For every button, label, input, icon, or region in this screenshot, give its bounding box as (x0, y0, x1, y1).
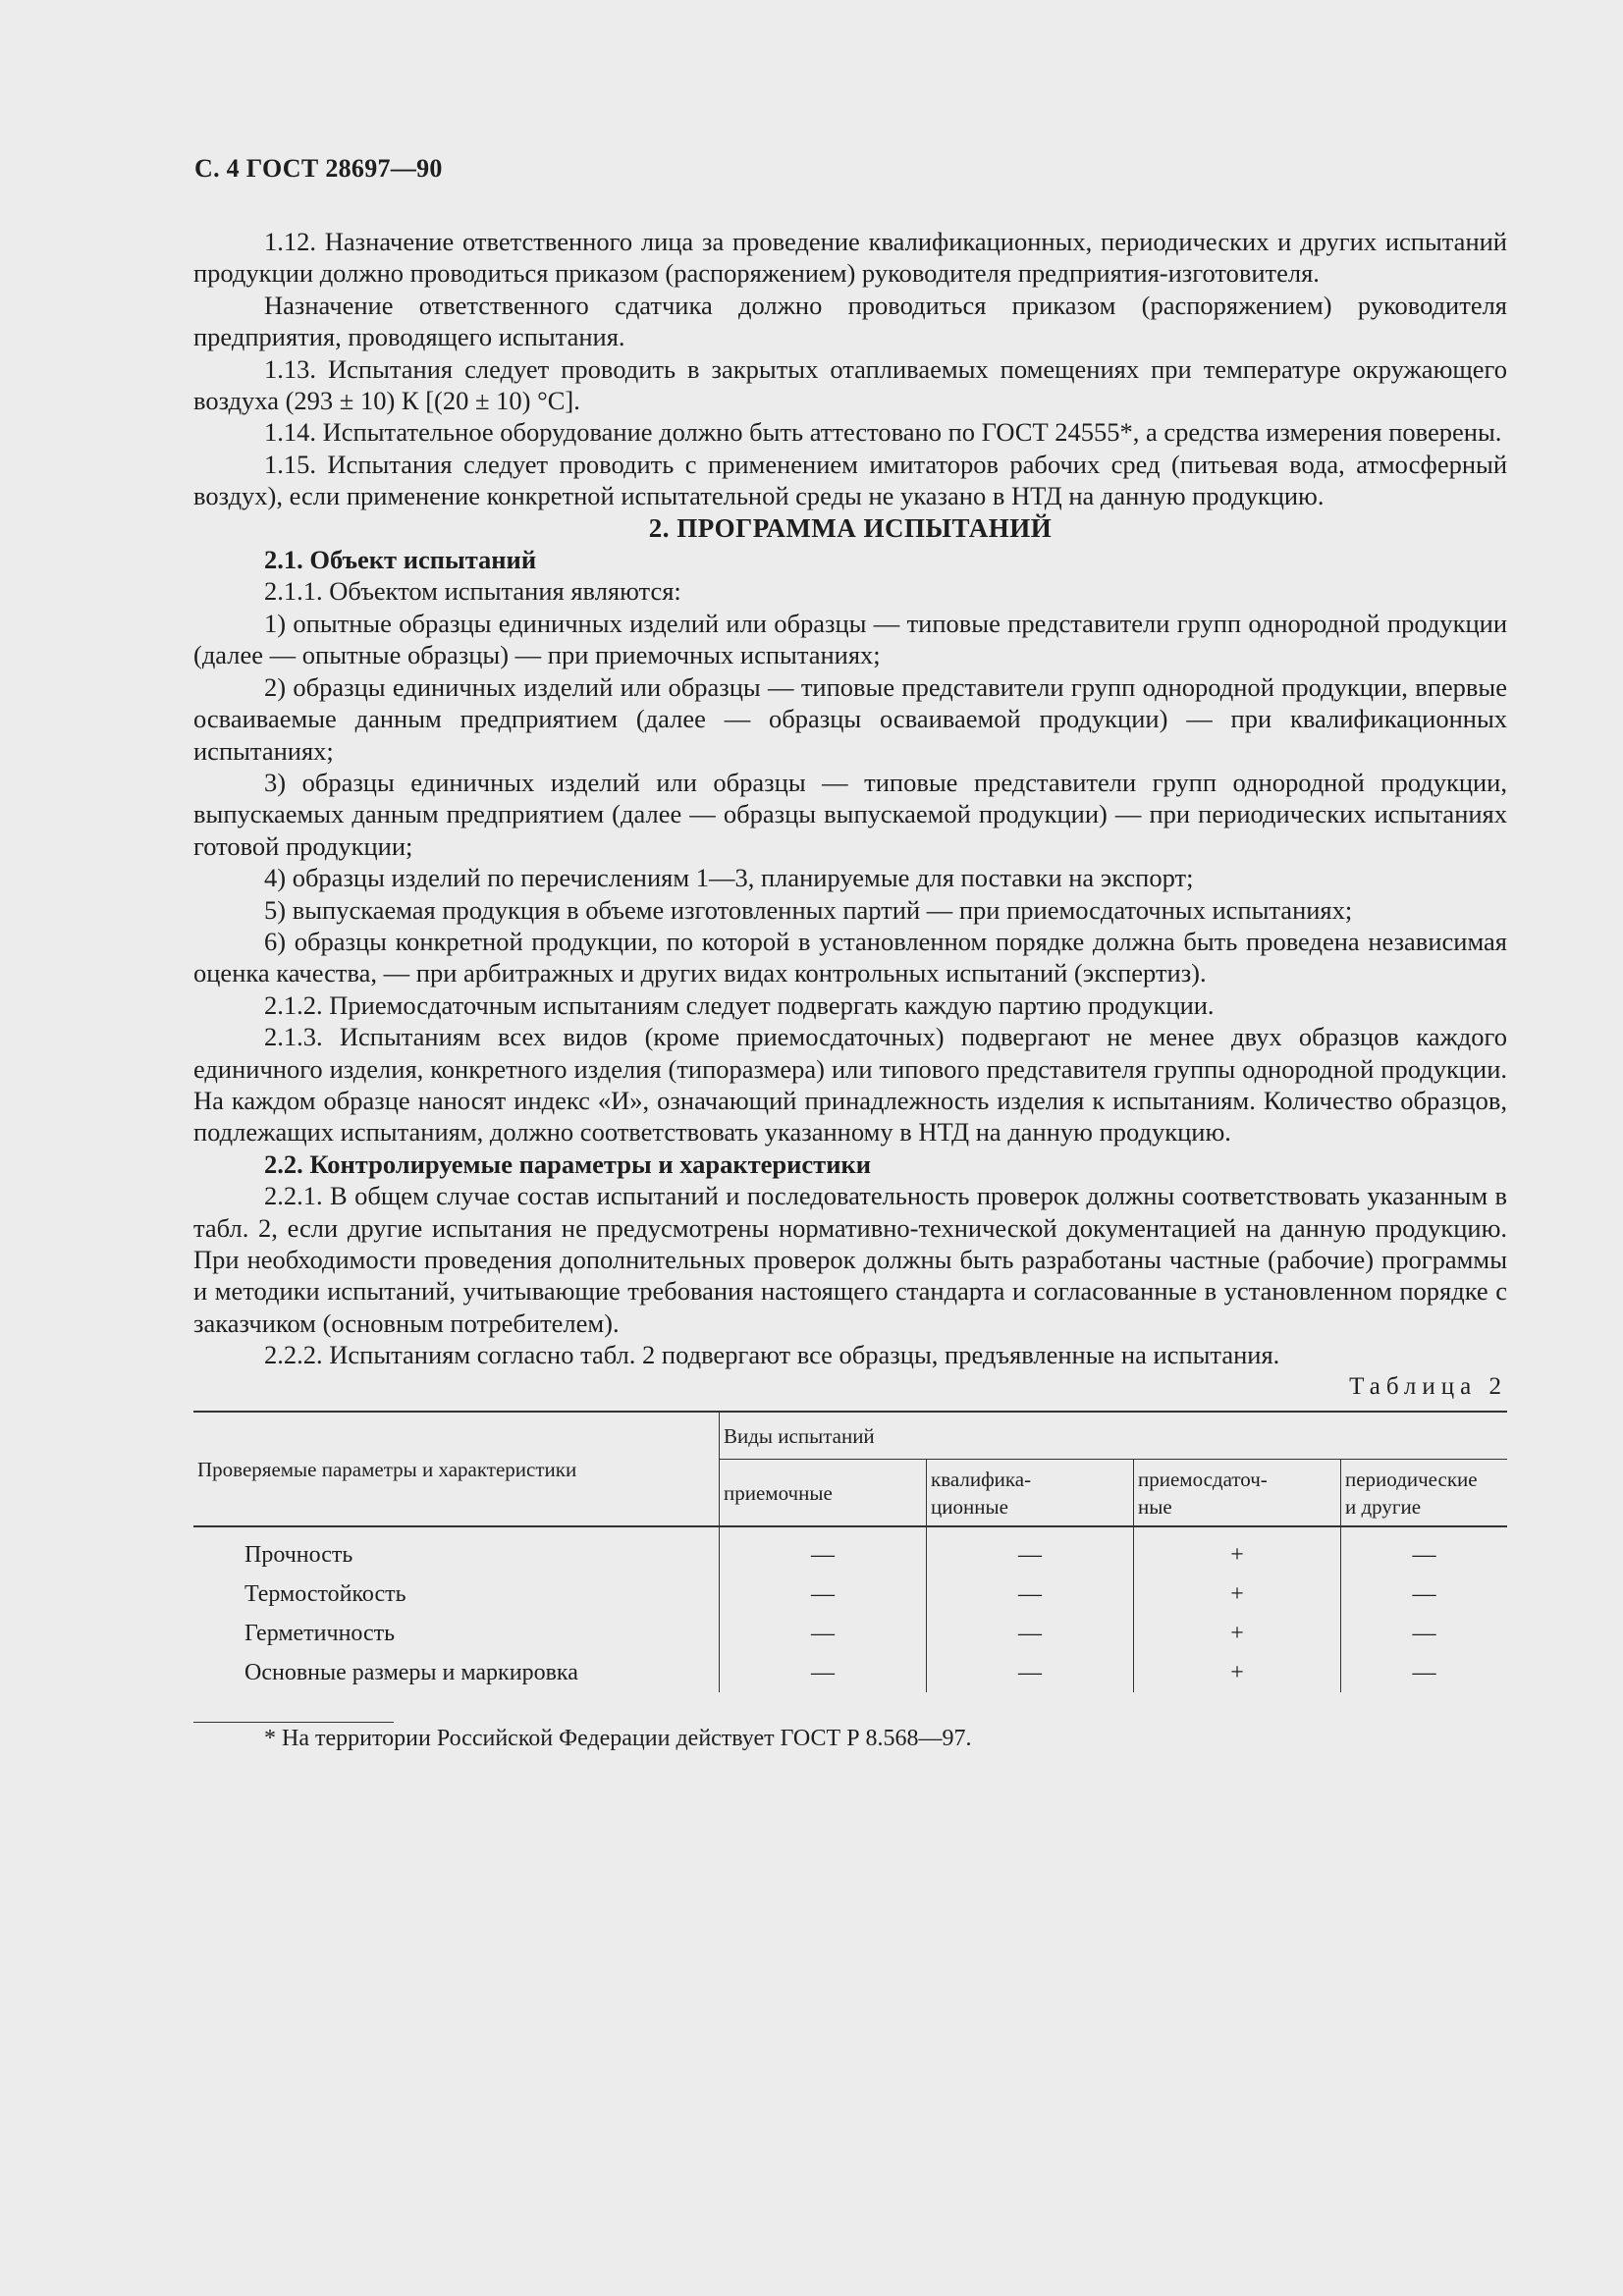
page-header: С. 4 ГОСТ 28697—90 (194, 154, 443, 183)
paragraph-1-14: 1.14. Испытательное оборудование должно быть аттестовано по ГОСТ 24555*, а средства измерения поверены. (264, 417, 1502, 448)
column-header-acceptance: приемочные (720, 1460, 927, 1527)
cell-value: — (1341, 1526, 1508, 1575)
cell-value: — (1341, 1575, 1508, 1614)
cell-value: — (1341, 1653, 1508, 1692)
list-item-6: 6) образцы конкретной продукции, по которой в установленном порядке должна быть проведена независимая оценка качества, — при арбитражных и других видах контрольных испытаний (экспертиз). (193, 926, 1507, 988)
table-row (193, 1614, 1507, 1653)
list-item-4: 4) образцы изделий по перечислениям 1—3, планируемые для поставки на экспорт; (264, 863, 1194, 893)
cell-value: — (720, 1526, 927, 1575)
cell-value: — (720, 1653, 927, 1692)
paragraph-2-2-2: 2.2.2. Испытаниям согласно табл. 2 подвергают все образцы, предъявленные на испытания. (264, 1340, 1280, 1370)
list-item-3: 3) образцы единичных изделий или образцы — типовые представители групп однородной продукции, выпускаемых данным предприятием (далее — образцы выпускаемой продукции) — при периодических испытаниях готовой продукции; (193, 767, 1507, 861)
cell-value: + (1134, 1614, 1341, 1653)
paragraph-1-12: 1.12. Назначение ответственного лица за проведение квалификационных, периодических и других испытаний продукции должно проводиться приказом (распоряжением) руководителя предприятия-изготовителя. (193, 227, 1507, 289)
cell-value: — (927, 1614, 1134, 1653)
param-column-header: Проверяемые параметры и характеристики (193, 1412, 720, 1526)
column-header-qualification: квалифика- ционные (927, 1460, 1134, 1527)
paragraph-2-1-1: 2.1.1. Объектом испытания являются: (264, 576, 681, 607)
row-param: Основные размеры и маркировка (244, 1660, 578, 1686)
paragraph-2-2-1: 2.2.1. В общем случае состав испытаний и последовательность проверок должны соответствовать указанным в табл. 2, если другие испытания не предусмотрены нормативно-технической документацией на данную продукцию. При необходимости проведения дополнительных проверок должны быть разработаны частные (рабочие) программы и методики испытаний, учитывающие требования настоящего стандарта и согласованные в установленном порядке с заказчиком (основным потребителем). (193, 1181, 1507, 1338)
subhead-2-1: 2.1. Объект испытаний (264, 545, 537, 575)
column-header-delivery: приемосдаточ- ные (1134, 1460, 1341, 1527)
section-title: 2. ПРОГРАММА ИСПЫТАНИЙ (648, 512, 1053, 543)
paragraph-2-1-3: 2.1.3. Испытаниям всех видов (кроме приемосдаточных) подвергают не менее двух образцов каждого единичного изделия, конкретного изделия (типоразмера) или типового представителя группы однородной продукции. На каждом образце наносят индекс «И», означающий принадлежность изделия к испытаниям. Количество образцов, подлежащих испытаниям, должно соответствовать указанному в НТД на данную продукцию. (193, 1022, 1507, 1148)
page-body (193, 226, 1507, 1754)
cell-value: — (720, 1614, 927, 1653)
cell-value: + (1134, 1575, 1341, 1614)
column-header-periodic: периодические и другие (1341, 1460, 1508, 1527)
list-item-5: 5) выпускаемая продукция в объеме изготовленных партий — при приемосдаточных испытаниях; (264, 894, 1353, 925)
table-caption: Таблица 2 (1349, 1372, 1507, 1400)
paragraph-2-1-2: 2.1.2. Приемосдаточным испытаниям следует подвергать каждую партию продукции. (264, 989, 1215, 1020)
tests-table (193, 1411, 1507, 1692)
table-row (193, 1575, 1507, 1614)
table-row (193, 1526, 1507, 1575)
list-item-1: 1) опытные образцы единичных изделий или образцы — типовые представители групп однородной продукции (далее — опытные образцы) — при приемочных испытаниях; (193, 608, 1507, 670)
paragraph-1-15: 1.15. Испытания следует проводить с применением имитаторов рабочих сред (питьевая вода, атмосферный воздух), если применение конкретной испытательной среды не указано в НТД на данную продукцию. (193, 449, 1507, 511)
cell-value: + (1134, 1653, 1341, 1692)
test-types-header: Виды испытаний (720, 1412, 1508, 1460)
cell-value: — (927, 1653, 1134, 1692)
cell-value: — (927, 1575, 1134, 1614)
row-param: Термостойкость (244, 1581, 406, 1608)
cell-value: — (720, 1575, 927, 1614)
cell-value: — (1341, 1614, 1508, 1653)
cell-value: — (927, 1526, 1134, 1575)
table-row (193, 1653, 1507, 1692)
row-param: Герметичность (244, 1621, 396, 1647)
footnote: * На территории Российской Федерации действует ГОСТ Р 8.568—97. (264, 1726, 972, 1752)
paragraph-1-13: 1.13. Испытания следует проводить в закрытых отапливаемых помещениях при температуре окружающего воздуха (293 ± 10) К [(20 ± 10) °С]. (193, 353, 1507, 416)
cell-value: + (1134, 1526, 1341, 1575)
row-param: Прочность (244, 1542, 353, 1569)
paragraph-1-12-cont: Назначение ответственного сдатчика должно проводиться приказом (распоряжением) руководителя предприятия, проводящего испытания. (193, 290, 1507, 352)
list-item-2: 2) образцы единичных изделий или образцы — типовые представители групп однородной продукции, впервые осваиваемые данным предприятием (далее — образцы осваиваемой продукции) — при квалификационных испытаниях; (193, 671, 1507, 766)
subhead-2-2: 2.2. Контролируемые параметры и характеристики (264, 1148, 872, 1179)
